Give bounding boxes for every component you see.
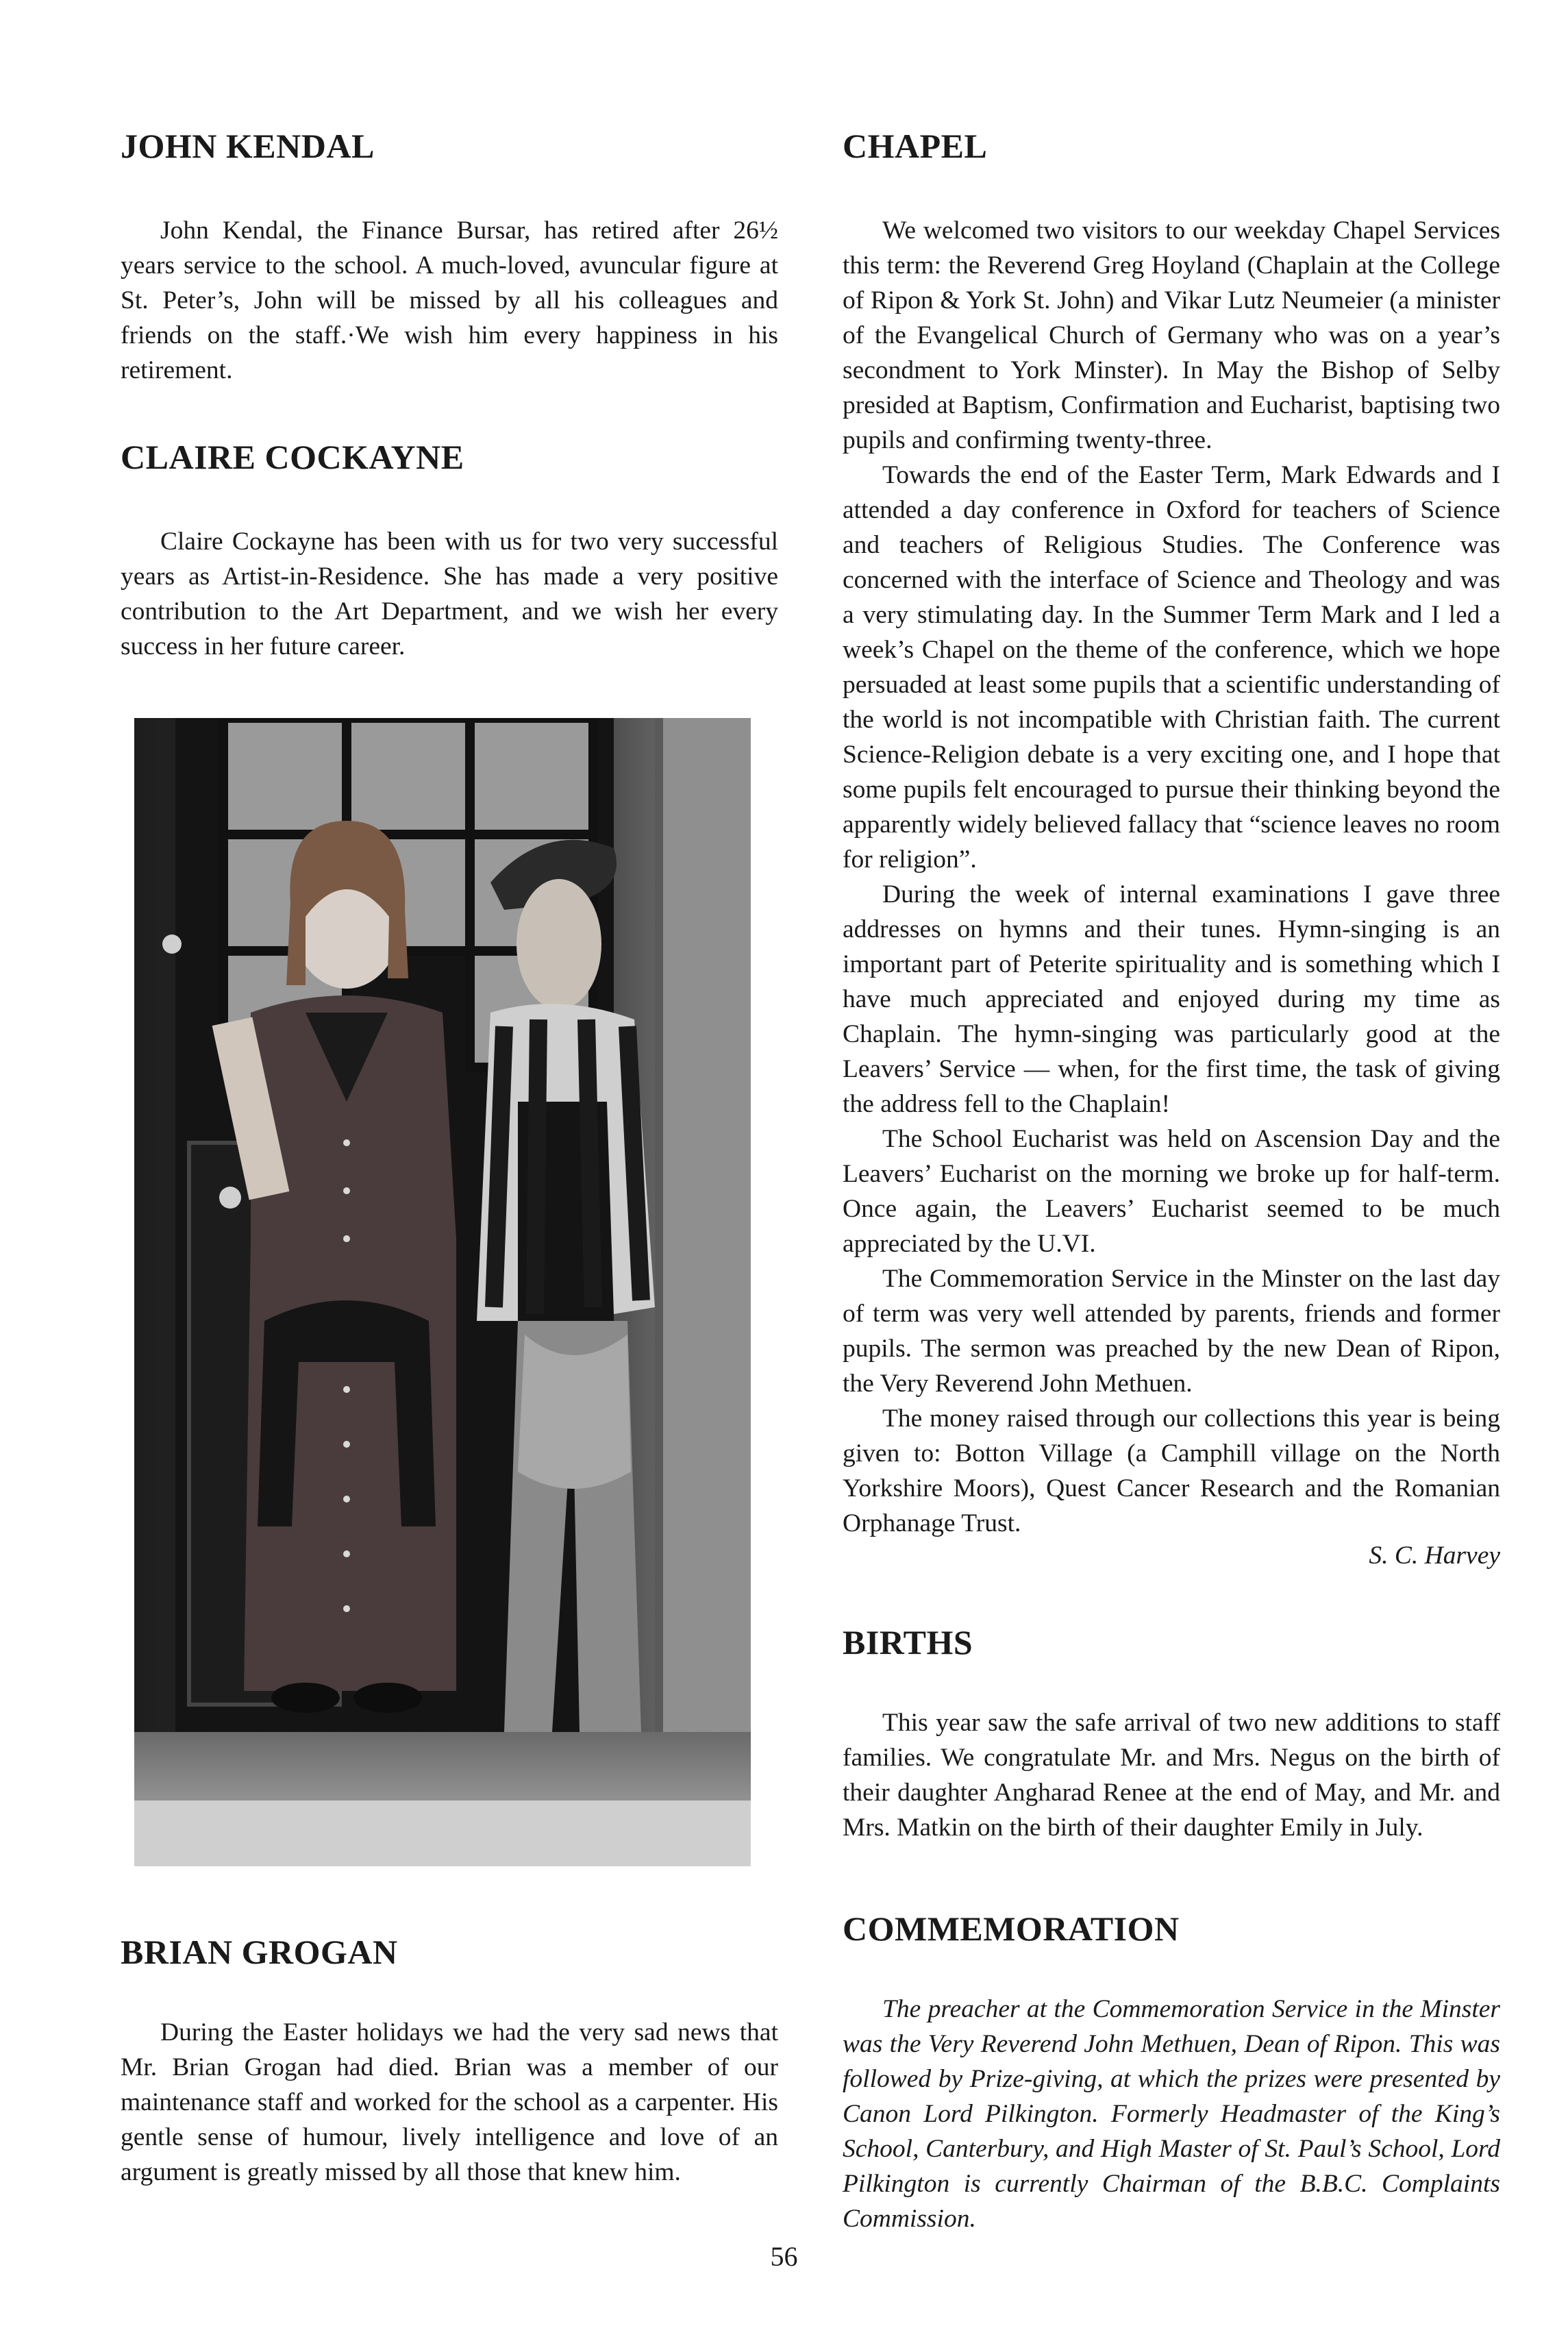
chapel-section (843, 127, 1500, 1570)
births-section (843, 1624, 1500, 1845)
commemoration-heading: COMMEMORATION (843, 1909, 1180, 1948)
claire-cockayne-heading: CLAIRE COCKAYNE (121, 438, 464, 476)
chapel-paragraph: We welcomed two visitors to our weekday Chapel Services this term: the Reverend Greg Hoyland (Chaplain at the College of Ripon & York St. John) and Vikar Lutz Neumeier (a minister of the Evangelical Church of Germany who was on a year’s secondment to York Minster). In May the Bishop of Selby presided at Baptism, Confirmation and Eucharist, baptising two pupils and confirming twenty-three. (843, 216, 1500, 454)
john-kendal-section (121, 127, 778, 388)
staff-photo (134, 718, 751, 1866)
chapel-paragraph: The Commemoration Service in the Minster on the last day of term was very well attended by parents, friends and former pupils. The sermon was preached by the new Dean of Ripon, the Very Reverend John Methuen. (843, 1265, 1500, 1398)
john-kendal-heading: JOHN KENDAL (121, 127, 375, 165)
brian-grogan-section (121, 1933, 778, 2190)
chapel-heading: CHAPEL (843, 127, 988, 165)
brian-grogan-heading: BRIAN GROGAN (121, 1933, 398, 1971)
chapel-paragraph: The School Eucharist was held on Ascension Day and the Leavers’ Eucharist on the morning we broke up for half-term. Once again, the Leavers’ Eucharist seemed to be much appreciated by the U.VI. (843, 1125, 1500, 1258)
births-heading: BIRTHS (843, 1623, 973, 1661)
chapel-paragraph: During the week of internal examinations I gave three addresses on hymns and their tunes. Hymn-singing is an important part of Peterite spirituality and is something which I have much appreciated and enjoyed during my time as Chaplain. The hymn-singing was particularly good at the Leavers’ Service — when, for the first time, the task of giving the address fell to the Chaplain! (843, 880, 1500, 1118)
births-text: This year saw the safe arrival of two new additions to staff families. We congratulate Mr. and Mrs. Negus on the birth of their daughter Angharad Renee at the end of May, and Mr. and Mrs. Matkin on the birth of their daughter Emily in July. (843, 1709, 1500, 1842)
chapel-signature: S. C. Harvey (1369, 1542, 1500, 1570)
photo-illustration (134, 718, 751, 1866)
claire-cockayne-text: Claire Cockayne has been with us for two very successful years as Artist-in-Residence. She has made a very positive contribution to the Art Department, and we wish her every success in her future career. (121, 528, 778, 660)
chapel-paragraph: Towards the end of the Easter Term, Mark Edwards and I attended a day conference in Oxford for teachers of Science and teachers of Religious Studies. The Conference was concerned with the interface of Science and Theology and was a very stimulating day. In the Summer Term Mark and I led a week’s Chapel on the theme of the conference, which we hope persuaded at least some pupils that a scientific understanding of the world is not incompatible with Christian faith. The current Science-Religion debate is a very exciting one, and I hope that some pupils felt encouraged to pursue their thinking beyond the apparently widely believed fallacy that “science leaves no room for religion”. (843, 461, 1500, 874)
claire-cockayne-section (121, 438, 778, 664)
commemoration-section (843, 1910, 1500, 2236)
chapel-paragraph: The money raised through our collections this year is being given to: Botton Village (a Camphill village on the North Yorkshire Moors), Quest Cancer Research and the Romanian Orphanage Trust. (843, 1405, 1500, 1537)
commemoration-text: The preacher at the Commemoration Service in the Minster was the Very Reverend John Methuen, Dean of Ripon. This was followed by Prize-giving, at which the prizes were presented by Canon Lord Pilkington. Formerly Headmaster of the King’s School, Canterbury, and High Master of St. Paul’s School, Lord Pilkington is currently Chairman of the B.B.C. Complaints Commission. (843, 1995, 1500, 2233)
john-kendal-text: John Kendal, the Finance Bursar, has retired after 26½ years service to the school. A much-loved, avuncular figure at St. Peter’s, John will be missed by all his colleagues and friends on the staff.·We wish him every happiness in his retirement. (121, 216, 778, 384)
brian-grogan-text: During the Easter holidays we had the very sad news that Mr. Brian Grogan had died. Brian was a member of our maintenance staff and worked for the school as a carpenter. His gentle sense of humour, lively intelligence and love of an argument is greatly missed by all those that knew him. (121, 2018, 778, 2186)
page-number: 56 (770, 2241, 798, 2272)
